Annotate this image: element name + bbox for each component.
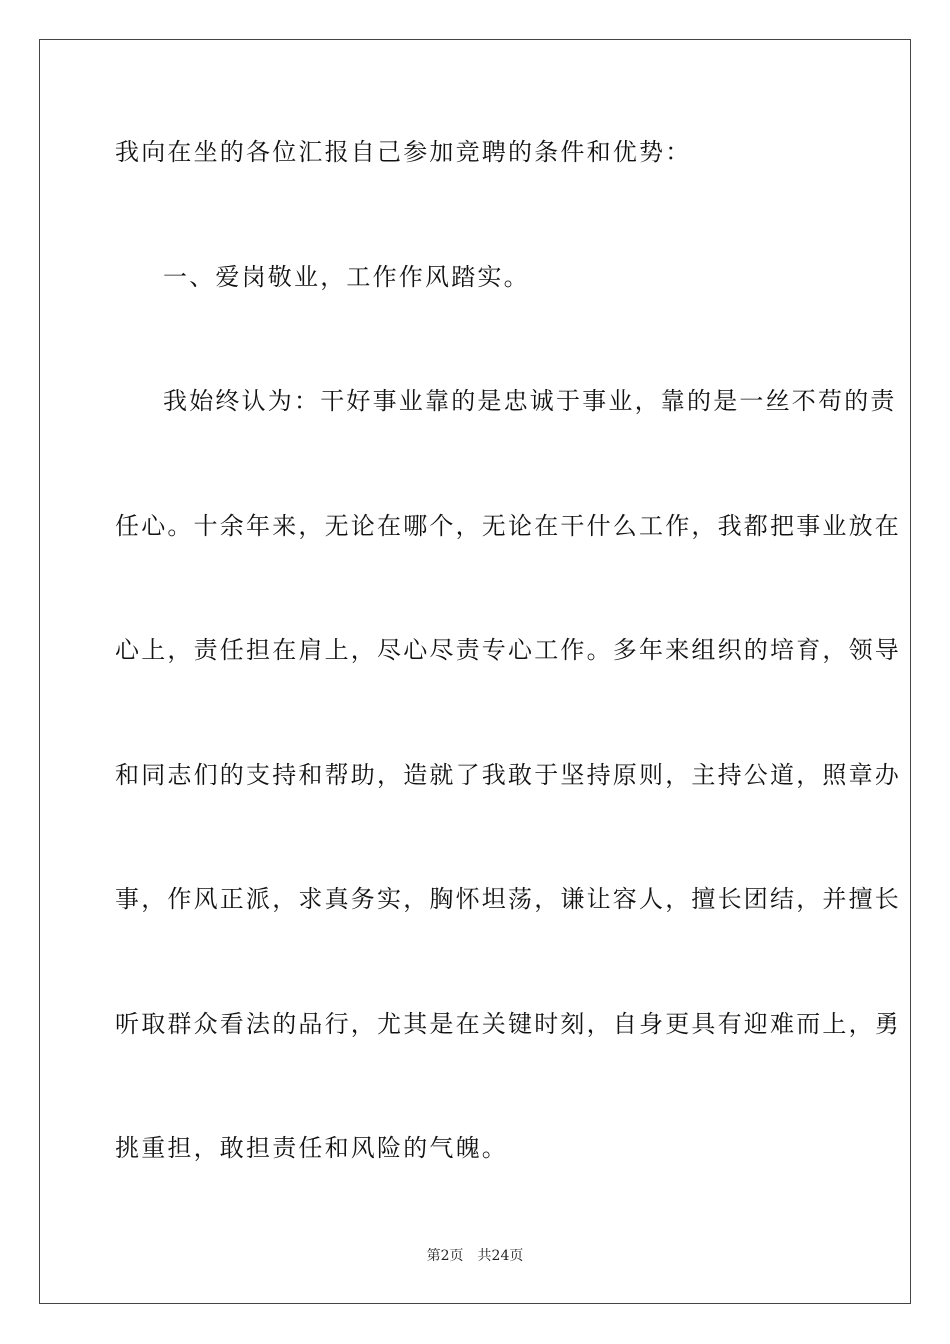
body-paragraph-line: 听取群众看法的品行，尤其是在关键时刻，自身更具有迎难而上，勇 <box>115 1010 901 1038</box>
body-paragraph-line: 和同志们的支持和帮助，造就了我敢于坚持原则，主持公道，照章办 <box>115 761 901 789</box>
body-paragraph-line: 挑重担，敢担责任和风险的气魄。 <box>115 1134 508 1162</box>
body-paragraph-line: 我始终认为：干好事业靠的是忠诚于事业，靠的是一丝不苟的责 <box>163 387 897 415</box>
total-pages: 共24页 <box>477 1248 524 1264</box>
page-number: 第2页 <box>426 1248 464 1264</box>
section-heading: 一、爱岗敬业，工作作风踏实。 <box>163 263 530 291</box>
page-footer <box>0 1247 950 1265</box>
body-paragraph-line: 事，作风正派，求真务实，胸怀坦荡，谦让容人，擅长团结，并擅长 <box>115 885 901 913</box>
body-paragraph-line: 任心。十余年来，无论在哪个，无论在干什么工作，我都把事业放在 <box>115 512 901 540</box>
body-paragraph-line: 心上，责任担在肩上，尽心尽责专心工作。多年来组织的培育，领导 <box>115 636 901 664</box>
page-frame <box>39 39 911 1304</box>
body-paragraph-line: 我向在坐的各位汇报自己参加竞聘的条件和优势： <box>115 138 692 166</box>
